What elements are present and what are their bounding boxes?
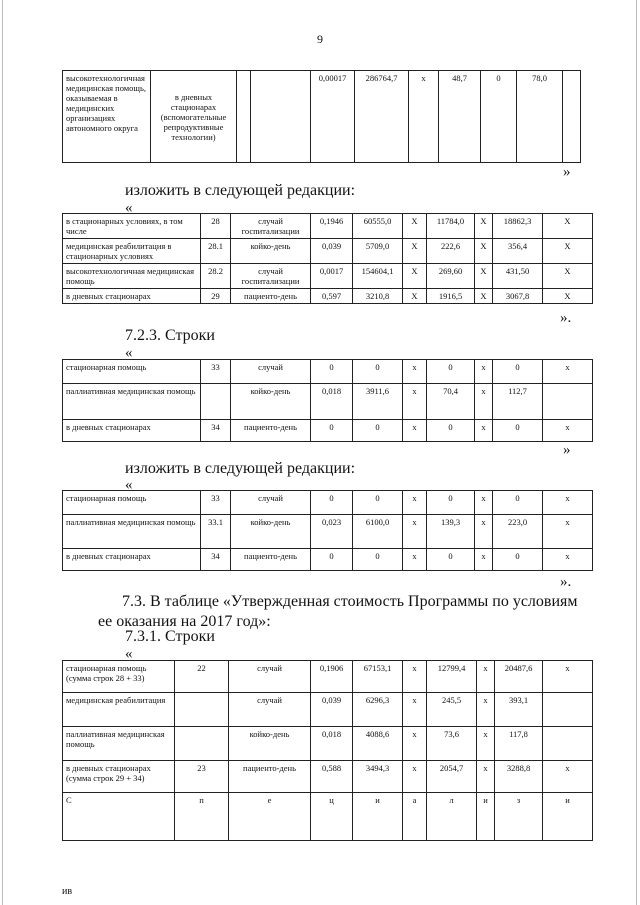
table-row <box>63 491 593 515</box>
cell: случай <box>231 360 311 384</box>
cell: и <box>353 793 403 841</box>
cell: 0 <box>353 549 403 571</box>
cell: 0,0017 <box>311 264 353 289</box>
cell: х <box>409 71 439 163</box>
cell: х <box>403 661 427 693</box>
cell: койко-день <box>231 515 311 549</box>
cell: стационарная помощь <box>63 360 201 384</box>
cell: 34 <box>201 549 231 571</box>
cell <box>175 727 229 761</box>
cell: 0 <box>311 491 353 515</box>
cell: 5709,0 <box>353 239 403 264</box>
cell: л <box>427 793 477 841</box>
cell: 0,018 <box>311 727 353 761</box>
cell: 34 <box>201 420 231 442</box>
cell: 11784,0 <box>427 214 475 239</box>
cell: 6296,3 <box>353 693 403 727</box>
cell: 3210,8 <box>353 289 403 304</box>
table-row <box>63 239 593 264</box>
close-quote: ». <box>560 574 572 590</box>
cell: случай госпитализации <box>231 214 311 239</box>
cell: 23 <box>175 761 229 793</box>
cell: Х <box>403 214 427 239</box>
cell: 22 <box>175 661 229 693</box>
cell: ц <box>311 793 353 841</box>
table-old-rows-1 <box>62 70 581 163</box>
cell: пациенто-день <box>231 289 311 304</box>
cell: 33 <box>201 491 231 515</box>
cell: стационарная помощь <box>63 491 201 515</box>
cell: х <box>477 727 495 761</box>
cell: 0,597 <box>311 289 353 304</box>
cell: 3067,8 <box>493 289 543 304</box>
table-row <box>63 289 593 304</box>
cell: 60555,0 <box>353 214 403 239</box>
cell: х <box>403 515 427 549</box>
cell: 0,023 <box>311 515 353 549</box>
table-row <box>63 360 593 384</box>
cell: и <box>543 793 593 841</box>
cell: 33 <box>201 360 231 384</box>
open-quote: « <box>125 345 133 361</box>
cell: койко-день <box>231 384 311 420</box>
cell: 0,00017 <box>311 71 355 163</box>
cell: паллиативная медицинская помощь <box>63 384 201 420</box>
cell: паллиативная медицинская помощь <box>63 515 201 549</box>
cell: 48,7 <box>439 71 481 163</box>
cell: 3288,8 <box>495 761 543 793</box>
cell <box>175 693 229 727</box>
cell: 3911,6 <box>353 384 403 420</box>
cell: х <box>475 491 493 515</box>
cell: 0,018 <box>311 384 353 420</box>
cell: Х <box>403 239 427 264</box>
cell: 0 <box>481 71 517 163</box>
cell: 28.1 <box>201 239 231 264</box>
cell <box>251 71 311 163</box>
scan-left-edge <box>2 0 3 905</box>
cell: п <box>175 793 229 841</box>
close-quote: » <box>563 442 571 458</box>
cell <box>543 693 593 727</box>
cell: 0 <box>427 360 475 384</box>
cell: 20487,6 <box>495 661 543 693</box>
cell: 4088,6 <box>353 727 403 761</box>
cell: 0,039 <box>311 239 353 264</box>
cell: 33.1 <box>201 515 231 549</box>
table-row <box>63 515 593 549</box>
section-heading: изложить в следующей редакции: <box>125 460 356 477</box>
cell: х <box>543 491 593 515</box>
cell: 12799,4 <box>427 661 477 693</box>
cell <box>237 71 251 163</box>
cell: 3494,3 <box>353 761 403 793</box>
cell: 139,3 <box>427 515 475 549</box>
cell: 29 <box>201 289 231 304</box>
table-new-rows-2 <box>62 490 593 571</box>
scan-right-edge <box>636 0 637 905</box>
table-row <box>63 384 593 420</box>
cell: х <box>543 420 593 442</box>
cell: Х <box>403 289 427 304</box>
cell: и <box>477 793 495 841</box>
cell: 0 <box>493 420 543 442</box>
table-row <box>63 71 581 163</box>
cell: 0,588 <box>311 761 353 793</box>
cell: х <box>543 549 593 571</box>
cell: 0,1906 <box>311 661 353 693</box>
cell: 0,039 <box>311 693 353 727</box>
cell: 18862,3 <box>493 214 543 239</box>
cell: в дневных стационарах (сумма строк 29 + 34) <box>63 761 175 793</box>
cell: 28 <box>201 214 231 239</box>
cell: Х <box>543 264 593 289</box>
paragraph-7-3: 7.3. В таблице «Утвержденная стоимость Программы по условиям ее оказания на 2017 год»: <box>98 593 578 630</box>
table-row <box>63 761 593 793</box>
cell: 2054,7 <box>427 761 477 793</box>
cell: 0 <box>493 360 543 384</box>
section-heading: 7.3.1. Строки <box>125 628 215 645</box>
cell: х <box>403 727 427 761</box>
cell: 154604,1 <box>353 264 403 289</box>
cell: х <box>475 360 493 384</box>
table-row <box>63 727 593 761</box>
table-old-rows-3 <box>62 660 593 841</box>
open-quote: « <box>125 200 133 216</box>
cell: 0 <box>353 360 403 384</box>
cell: Х <box>475 289 493 304</box>
table-row <box>63 214 593 239</box>
cell: 0 <box>427 491 475 515</box>
cell: 117,8 <box>495 727 543 761</box>
cell: х <box>477 661 495 693</box>
cell <box>543 384 593 420</box>
cell: случай <box>229 661 311 693</box>
page-number: 9 <box>317 32 323 46</box>
cell: Х <box>475 264 493 289</box>
cell: х <box>543 360 593 384</box>
cell: х <box>403 549 427 571</box>
table-row <box>63 693 593 727</box>
cell: 0 <box>427 420 475 442</box>
cell: х <box>477 761 495 793</box>
cell <box>543 727 593 761</box>
cell: 73,6 <box>427 727 477 761</box>
cell: 0 <box>493 549 543 571</box>
cell: случай <box>231 491 311 515</box>
cell: пациенто-день <box>231 420 311 442</box>
cell: койко-день <box>231 239 311 264</box>
cell: х <box>475 384 493 420</box>
cell: 0 <box>311 549 353 571</box>
cell: 0 <box>427 549 475 571</box>
cell: х <box>403 420 427 442</box>
cell: койко-день <box>229 727 311 761</box>
cell: 0 <box>311 360 353 384</box>
cell: 245,5 <box>427 693 477 727</box>
cell: 0 <box>353 420 403 442</box>
cell: х <box>403 491 427 515</box>
cell: медицинская реабилитация <box>63 693 175 727</box>
cell: медицинская реабилитация в стационарных условиях <box>63 239 201 264</box>
table-row <box>63 661 593 693</box>
cell: х <box>475 515 493 549</box>
table-new-rows-1 <box>62 213 593 304</box>
cell: 112,7 <box>493 384 543 420</box>
cell: е <box>229 793 311 841</box>
cell: х <box>403 761 427 793</box>
cell: 223,0 <box>493 515 543 549</box>
cell: Х <box>475 239 493 264</box>
cell: 356,4 <box>493 239 543 264</box>
cell: х <box>477 693 495 727</box>
cell: з <box>495 793 543 841</box>
cell: 28.2 <box>201 264 231 289</box>
cell: пациенто-день <box>231 549 311 571</box>
cell: 6100,0 <box>353 515 403 549</box>
cell: х <box>475 420 493 442</box>
close-quote: » <box>563 164 571 180</box>
cell: Х <box>543 214 593 239</box>
table-row <box>63 264 593 289</box>
cell: Х <box>543 289 593 304</box>
cell: стационарная помощь (сумма строк 28 + 33) <box>63 661 175 693</box>
cell: в дневных стационарах <box>63 289 201 304</box>
cell: 431,50 <box>493 264 543 289</box>
cell: х <box>403 360 427 384</box>
cell: 0,1946 <box>311 214 353 239</box>
open-quote: « <box>125 477 133 493</box>
cell <box>563 71 581 163</box>
section-heading: 7.2.3. Строки <box>125 327 215 344</box>
cell: 1916,5 <box>427 289 475 304</box>
cell: высокотехнологичная медицинская помощь <box>63 264 201 289</box>
cell: 393,1 <box>495 693 543 727</box>
cell <box>201 384 231 420</box>
cell: 67153,1 <box>353 661 403 693</box>
cell: пациенто-день <box>229 761 311 793</box>
cell: С <box>63 793 175 841</box>
table-row <box>63 420 593 442</box>
cell: высокотехнологичная медицинская помощь, оказываемая в медицинских организациях автономного округа <box>63 71 151 163</box>
close-quote: ». <box>560 310 572 326</box>
footer-mark: ив <box>62 886 73 897</box>
cell: в дневных стационарах <box>63 549 201 571</box>
cell: Х <box>403 264 427 289</box>
cell: 286764,7 <box>355 71 409 163</box>
section-heading: изложить в следующей редакции: <box>125 182 356 199</box>
cell: Х <box>475 214 493 239</box>
cell: 0 <box>311 420 353 442</box>
cell: х <box>543 661 593 693</box>
cell: случай госпитализации <box>231 264 311 289</box>
table-row <box>63 793 593 841</box>
cell: 269,60 <box>427 264 475 289</box>
cell: в дневных стационарах <box>63 420 201 442</box>
cell: 0 <box>353 491 403 515</box>
cell: х <box>403 693 427 727</box>
cell: в стационарных условиях, в том числе <box>63 214 201 239</box>
cell: Х <box>543 239 593 264</box>
cell: х <box>543 761 593 793</box>
cell: х <box>403 384 427 420</box>
cell: паллиативная медицинская помощь <box>63 727 175 761</box>
table-old-rows-2 <box>62 359 593 442</box>
cell: х <box>543 515 593 549</box>
cell: в дневных стационарах (вспомогательные репродуктивные технологии) <box>151 71 237 163</box>
open-quote: « <box>125 646 133 662</box>
cell: 70,4 <box>427 384 475 420</box>
cell: 222,6 <box>427 239 475 264</box>
cell: 78,0 <box>517 71 563 163</box>
cell: х <box>475 549 493 571</box>
cell: 0 <box>493 491 543 515</box>
cell: случай <box>229 693 311 727</box>
cell: а <box>403 793 427 841</box>
table-row <box>63 549 593 571</box>
